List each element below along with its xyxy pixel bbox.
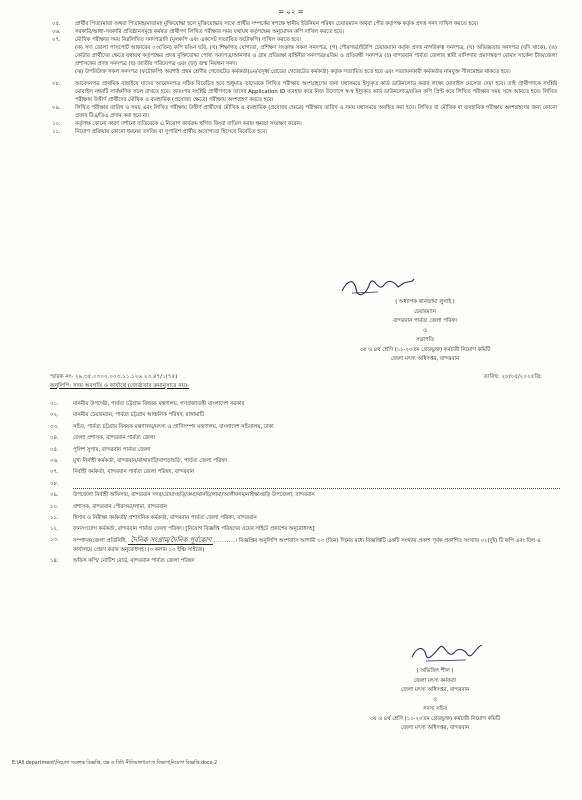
conjunction: ও: [433, 696, 437, 703]
signatory-title: জেলা মৎস্য কর্মকর্তা: [413, 677, 457, 684]
condition-number: ০৮.: [52, 81, 61, 87]
memo-date-value: ২৮/০৫/২০২৫খ্রি:: [501, 374, 542, 380]
distribution-item: ০৫. পুলিশ সুপার, বান্দরবান পার্বত্য জেলা: [50, 446, 151, 453]
condition-item: [52, 128, 557, 136]
signatory-office: জেলা মৎস্য অধিদপ্তর, বান্দরবান: [400, 687, 470, 693]
committee-office: জেলা মৎস্য অধিদপ্তর, বান্দরবান: [400, 725, 470, 731]
condition-text: মৌখিক পরীক্ষার সময় নিম্নলিখিত সনদপত্রাদি (মূলকপি এবং একসেট সত্যায়িত ফটোকপি) দাখিল করতে হবে। (ক) সদ্য তোলা পাসপোর্ট আকারের ০৩(তিন) কপি রঙিন ছবি, (খ) শিক্ষাগত যোগ্যতা, প্রশিক্ষণ সংক্রান্ত সকল সনদপত্র, (গ) পৌরসভা/ইউপি চেয়ারম্যান কর্তৃক প্রদত্ত নাগরিকত্ব সনদপত্র, (ঘ) অভিজ্ঞতার সনদপত্র (যদি থাকে), (ঙ) কোটার প্রার্থীদের ক্ষেত্রে যথাযথ কর্তৃপক্ষের প্রদত্ত মুক্তিযোদ্ধা পোষ্য সনদপত্র/আনসার ও গ্রাম প্রতিরক্ষা বাহিনীর সনদপত্র/এতিম ও প্রতিবন্ধী সনদপত্র (চ) বান্দরবান পার্বত্য জেলার স্থায়ী বাসিন্দার প্রমাণস্বরূপ বোমাং সার্কেল চীফ/জেলা প্রশাসকের প্রদত্ত সনদপত্র (ছ) জাতীয় পরিচয়পত্র এবং (জ) জন্ম নিবন্ধন সনদ। (ঝ) উপরিউক্ত সকল সনদপত্র (ফটোকপি) অবশ্যই প্রথম শ্রেণীর গেজেটেড কর্মকর্তা(৯ম/তদূর্ধ্ব গ্রেডের গেজেটেড কর্মকর্তা) কর্তৃক সত্যায়িত হতে হবে এবং সত্যায়নকারী কর্মকর্তার নামযুক্ত সীলমোহর থাকতে হবে।: [75, 37, 557, 75]
condition-text: লিখিত পরীক্ষার তারিখ ও সময় এবং লিখিত পরীক্ষায় উত্তীর্ণ প্রার্থীদের মৌখিক ও ব্যবহারিক (প্রযোজ্য ক্ষেত্রে) পরীক্ষার তারিখ ও সময় যথাসময়ে অবহিত করা হবে। লিখিত বা মৌখিক বা ব্যবহারিক পরীক্ষায় অংশগ্রহণের জন্য কোনো প্রকার টিএ/ডিএ প্রদান করা হবে না।: [75, 105, 557, 119]
chairman-signature-block: [290, 298, 560, 365]
distribution-item: ১২. জনসংযোগ কর্মকর্তা, বান্দরবান পার্বত্য জেলা পরিষদ। [নিয়োগ বিজ্ঞপ্তি পরিষদের ওয়েব সাইটে প্রকাশের অনুরোধসহ]: [50, 526, 315, 533]
condition-item: [52, 104, 557, 120]
condition-number: ০৬.: [52, 29, 61, 35]
distribution-item: ০১. মাননীয় উপদেষ্টা, পার্বত্য চট্টগ্রাম বিষয়ক মন্ত্রণালয়, গণপ্রজাতন্ত্রী বাংলাদেশ সরকার: [50, 401, 245, 407]
signatory-name: ( অভিজিৎ শীল ): [416, 668, 454, 674]
conjunction: ও: [423, 327, 427, 334]
copy-heading: অনুলিপি: সদয় অবগতি ও কার্যার্থে (জ্যেষ্ঠতার ক্রমানুসারে নয়)-: [50, 383, 190, 389]
condition-number: ১১.: [52, 129, 61, 135]
distribution-item: ১৪. অফিস কপি/ নোটিশ বোর্ড, বান্দরবান পার্বত্য জেলা পরিষদ: [50, 558, 195, 565]
distribution-item: ০৯. উপজেলা নির্বাহী অফিসার, বান্দরবান সদর/রোয়াংছড়ি/রুমা/থানচি/লামা/আলীকদম/নাইক্ষ্যংছড়ি উপজেলা, বান্দরবান: [50, 492, 315, 499]
memo-number: স্মারক নং- ২৯.৩৫.০৩০০.০০৩.১১.১২৬.২৩.৪৭/১(৭৫): [50, 374, 178, 380]
condition-item: [52, 28, 557, 36]
distribution-item: ০৩. সচিব, পার্বত্য চট্টগ্রাম বিষয়ক মন্ত্রণালয়/মৎস্য ও প্রাণিসম্পদ মন্ত্রণালয়, বাংলাদেশ সচিবালয়, ঢাকা: [50, 423, 274, 430]
committee-name: ৩য় ও ৪র্থ শ্রেণি (১১-২০তম গ্রেডভুক্ত) কর্মচারী নিয়োগ কমিটি: [359, 346, 491, 353]
secretary-signature-block: [300, 667, 570, 734]
distribution-item: ০৬. মুখ্য নির্বাহী কর্মকর্তা, বান্দরবান/রাঙ্গামাটি/খাগড়াছড়ি, পার্বত্য জেলা পরিষদ: [50, 458, 227, 465]
signatory-org: বান্দরবান পার্বত্য জেলা পরিষদ: [392, 318, 458, 324]
condition-number: ০৯.: [52, 105, 61, 111]
condition-text: সরকারি/আধা-সরকারি প্রতিষ্ঠানসমূহে কর্মরত প্রার্থীগণ লিখিত পরীক্ষার সময় যথাযথ কর্তৃপক্ষের অনুমোদন কপি দাখিল করতে হবে।: [75, 29, 344, 35]
condition-text: নিয়োগ প্রক্রিয়ায় কোনো ধরনের তদবির বা সুপারিশ প্রার্থীর অযোগ্যতা হিসেবে বিবেচিত হবে।: [75, 129, 268, 135]
condition-text: আবেদনপত্র প্রাথমিক বাছাইয়ে যাদের আবেদনপত্র সঠিক বিবেচিত হবে শুধুমাত্র তাদেরকে লিখিত পরীক্ষায় অংশগ্রহণের জন্য যথাসময়ে ইস্যুকৃত কার্ড ডাউনলোড করার লক্ষ্যে মোবাইল মেসেজ দেয়া হবে। তাই প্রার্থীগণকে সংশ্লিষ্ট মোবাইল নম্বরটি সার্বক্ষণিক সচল রাখতে হবে। অতঃপর সংশ্লিষ্ট প্রার্থীগণকে তাদের Application ID ব্যবহার করে নিজ উদ্যোগে স্ব-স্ব ইস্যুকৃত কার্ড ডাউনলোড/রঙিন কপি প্রিন্ট করে লিখিত পরীক্ষার সময় সঙ্গে আনতে হবে। লিখিত পরীক্ষায় উত্তীর্ণ প্রার্থীদের মৌখিক ও ব্যবহারিক (প্রযোজ্য ক্ষেত্রে) পরীক্ষায় অংশগ্রহণ করতে হবে।: [75, 81, 557, 103]
signatory-name: ( অধ্যাপক থানজামা লুসাই ): [395, 299, 455, 305]
condition-item: [52, 120, 557, 128]
distribution-item: ০২. মাননীয় চেয়ারম্যান, পার্বত্য চট্টগ্রাম আঞ্চলিক পরিষদ, রাঙ্গামাটি: [50, 412, 204, 419]
chairman-signature-image: [338, 273, 418, 299]
distribution-item: ১১. হিসাব ও নিরীক্ষা কর্মকর্তা/ প্রশাসনিক কর্মকর্তা, বান্দরবান পার্বত্য জেলা পরিষদ, বান্দরবান: [50, 515, 257, 522]
distribution-item: ১০. প্রশাসক, বান্দরবান পৌরসভা/লামা, বান্দরবান: [50, 503, 167, 510]
condition-number: ০৭.: [52, 37, 61, 43]
signatory-role: সভাপতি: [415, 337, 435, 343]
condition-text: প্রার্থীর পিতা/মাতা অথবা পিতামহ/মাতামহ মুক্তিযোদ্ধা হলে মুক্তিযোদ্ধার সাথে প্রার্থীর সম্পর্কের স্বপক্ষে স্থানীয় ইউনিয়ন পরিষদ চেয়ারম্যান অথবা পৌর কর্তৃপক্ষ কর্তৃক প্রদত্ত সনদ দাখিল করতে হবে।: [75, 21, 479, 27]
committee-office: জেলা মৎস্য অধিদপ্তর, বান্দরবান: [390, 356, 460, 362]
condition-number: ১০.: [52, 121, 61, 127]
signatory-role: সদস্য সচিব: [423, 706, 447, 712]
distribution-list: [50, 399, 560, 567]
distribution-item: ০৭. নির্বাহী কর্মকর্তা, বান্দরবান পার্বত্য জেলা পরিষদ, বান্দরবান: [50, 469, 195, 476]
signatory-title: চেয়ারম্যান: [414, 308, 436, 315]
committee-name: ৩য় ও ৪র্থ শ্রেণি (১১-২০তম গ্রেডভুক্ত) কর্মচারী নিয়োগ কমিটি: [369, 715, 501, 722]
conditions-list: [52, 20, 557, 136]
page-number: = ০২ =: [278, 8, 304, 16]
handwritten-newspaper-names: দৈনিক সংগ্রাম/দৈনিক পূর্বকোণ: [130, 535, 212, 544]
condition-text: কর্তৃপক্ষ কোনো কারণ দর্শানো ব্যতিরেকে এ নিয়োগ কার্যক্রম স্থগিত কিংবা বাতিল করার ক্ষমতা সংরক্ষণ করেন।: [75, 121, 302, 127]
secretary-signature-image: [406, 637, 486, 667]
condition-number: ০৫.: [52, 21, 61, 27]
distribution-item-blank: ০৮.: [50, 479, 560, 490]
condition-item: [52, 36, 557, 76]
distribution-item: ০৪. জেলা প্রশাসক, বান্দরবান পার্বত্য জেলা: [50, 435, 155, 442]
distribution-item-newspaper: ১৩. সম্পাদক/জেলা প্রতিনিধি, দৈনিক সংগ্রাম/দৈনিক পূর্বকোণ ..........। বিজ্ঞপ্তির অনুলিপি অংশবাদে আগামী ০৩ (তিন) দিনের মধ্যে বিজ্ঞপ্তিটি একটি সংখ্যায় প্রকাশ পূর্বক প্রকাশিত সংখ্যার ০২(দুই) টি কপি এবং বিল এ কার্যালয়ে প্রেরণ করার অনুরোধসহ। (৩ কলাম ১০ ইঞ্চি সাইজে): [50, 535, 541, 554]
condition-item: [52, 20, 557, 28]
file-path-footer: E:\All department\নিয়োগ সংক্রান্ত বিজ্ঞপ্তি, যন্ত ও বিধি নীতিমালা\মৎস্য বিভাগ\নিয়োগ বিজ্ঞপ্তি.docx-2: [12, 761, 218, 766]
condition-item: [52, 80, 557, 104]
memo-date: তারিখ: ২৮/০৫/২০২৫খ্রি:: [483, 374, 542, 380]
